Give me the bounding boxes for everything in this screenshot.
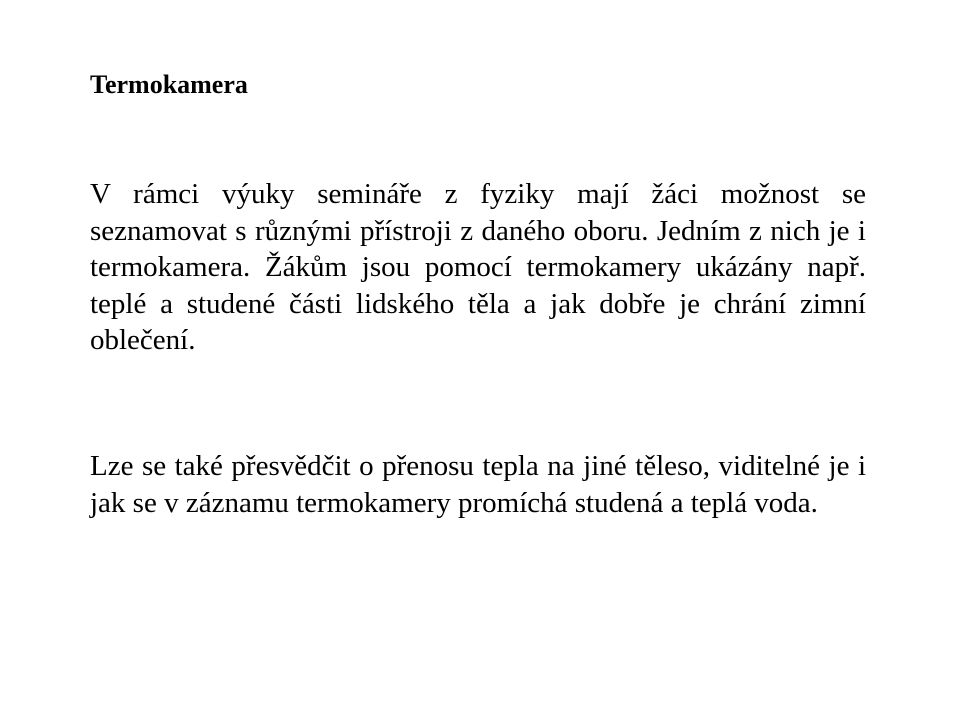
paragraph-heat-transfer: Lze se také přesvědčit o přenosu tepla na jiné těleso, viditelné je i jak se v záznamu termokamery promíchá studená a teplá voda. <box>90 450 866 519</box>
slide-title: Termokamera <box>90 70 248 99</box>
paragraph-intro: V rámci výuky semináře z fyziky mají žáci možnost se seznamovat s různými přístroji z daného oboru. Jedním z nich je i termokamera. Žákům jsou pomocí termokamery ukázány např. teplé a studené části lidského těla a jak dobře je chrání zimní oblečení. <box>90 178 866 356</box>
